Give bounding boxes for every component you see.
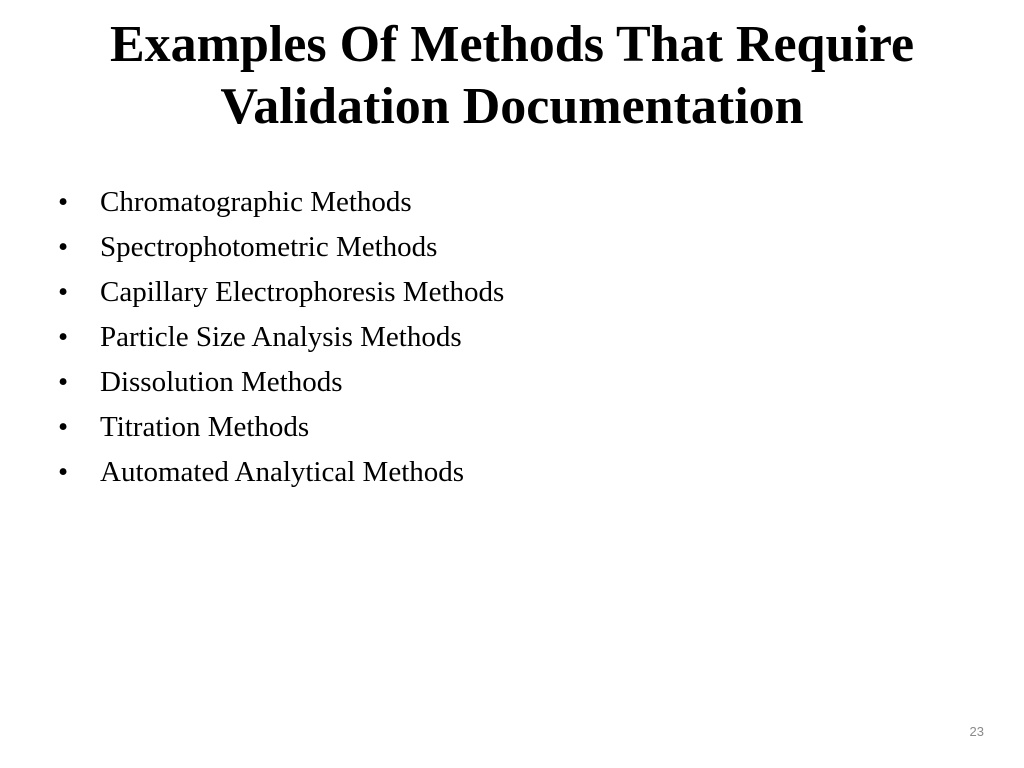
list-item-text: Titration Methods [100,411,310,443]
bullet-icon: • [58,276,69,308]
slide-title: Examples Of Methods That Require Validation Documentation [109,16,915,135]
list-item [58,450,504,495]
bullet-icon: • [58,231,69,263]
bullet-icon: • [58,321,69,353]
list-item-text: Spectrophotometric Methods [100,231,438,263]
list-item [58,180,504,225]
bullet-icon: • [58,411,69,443]
list-item-text: Chromatographic Methods [100,186,412,218]
bullet-list [58,180,504,495]
list-item [58,360,504,405]
list-item-text: Capillary Electrophoresis Methods [100,276,505,308]
list-item [58,225,504,270]
list-item-text: Automated Analytical Methods [100,456,465,488]
list-item [58,315,504,360]
list-item-text: Particle Size Analysis Methods [100,321,462,353]
list-item-text: Dissolution Methods [100,366,343,398]
page-number: 23 [969,724,984,739]
list-item [58,405,504,450]
bullet-icon: • [58,186,69,218]
bullet-icon: • [58,366,69,398]
bullet-icon: • [58,456,69,488]
list-item [58,270,504,315]
